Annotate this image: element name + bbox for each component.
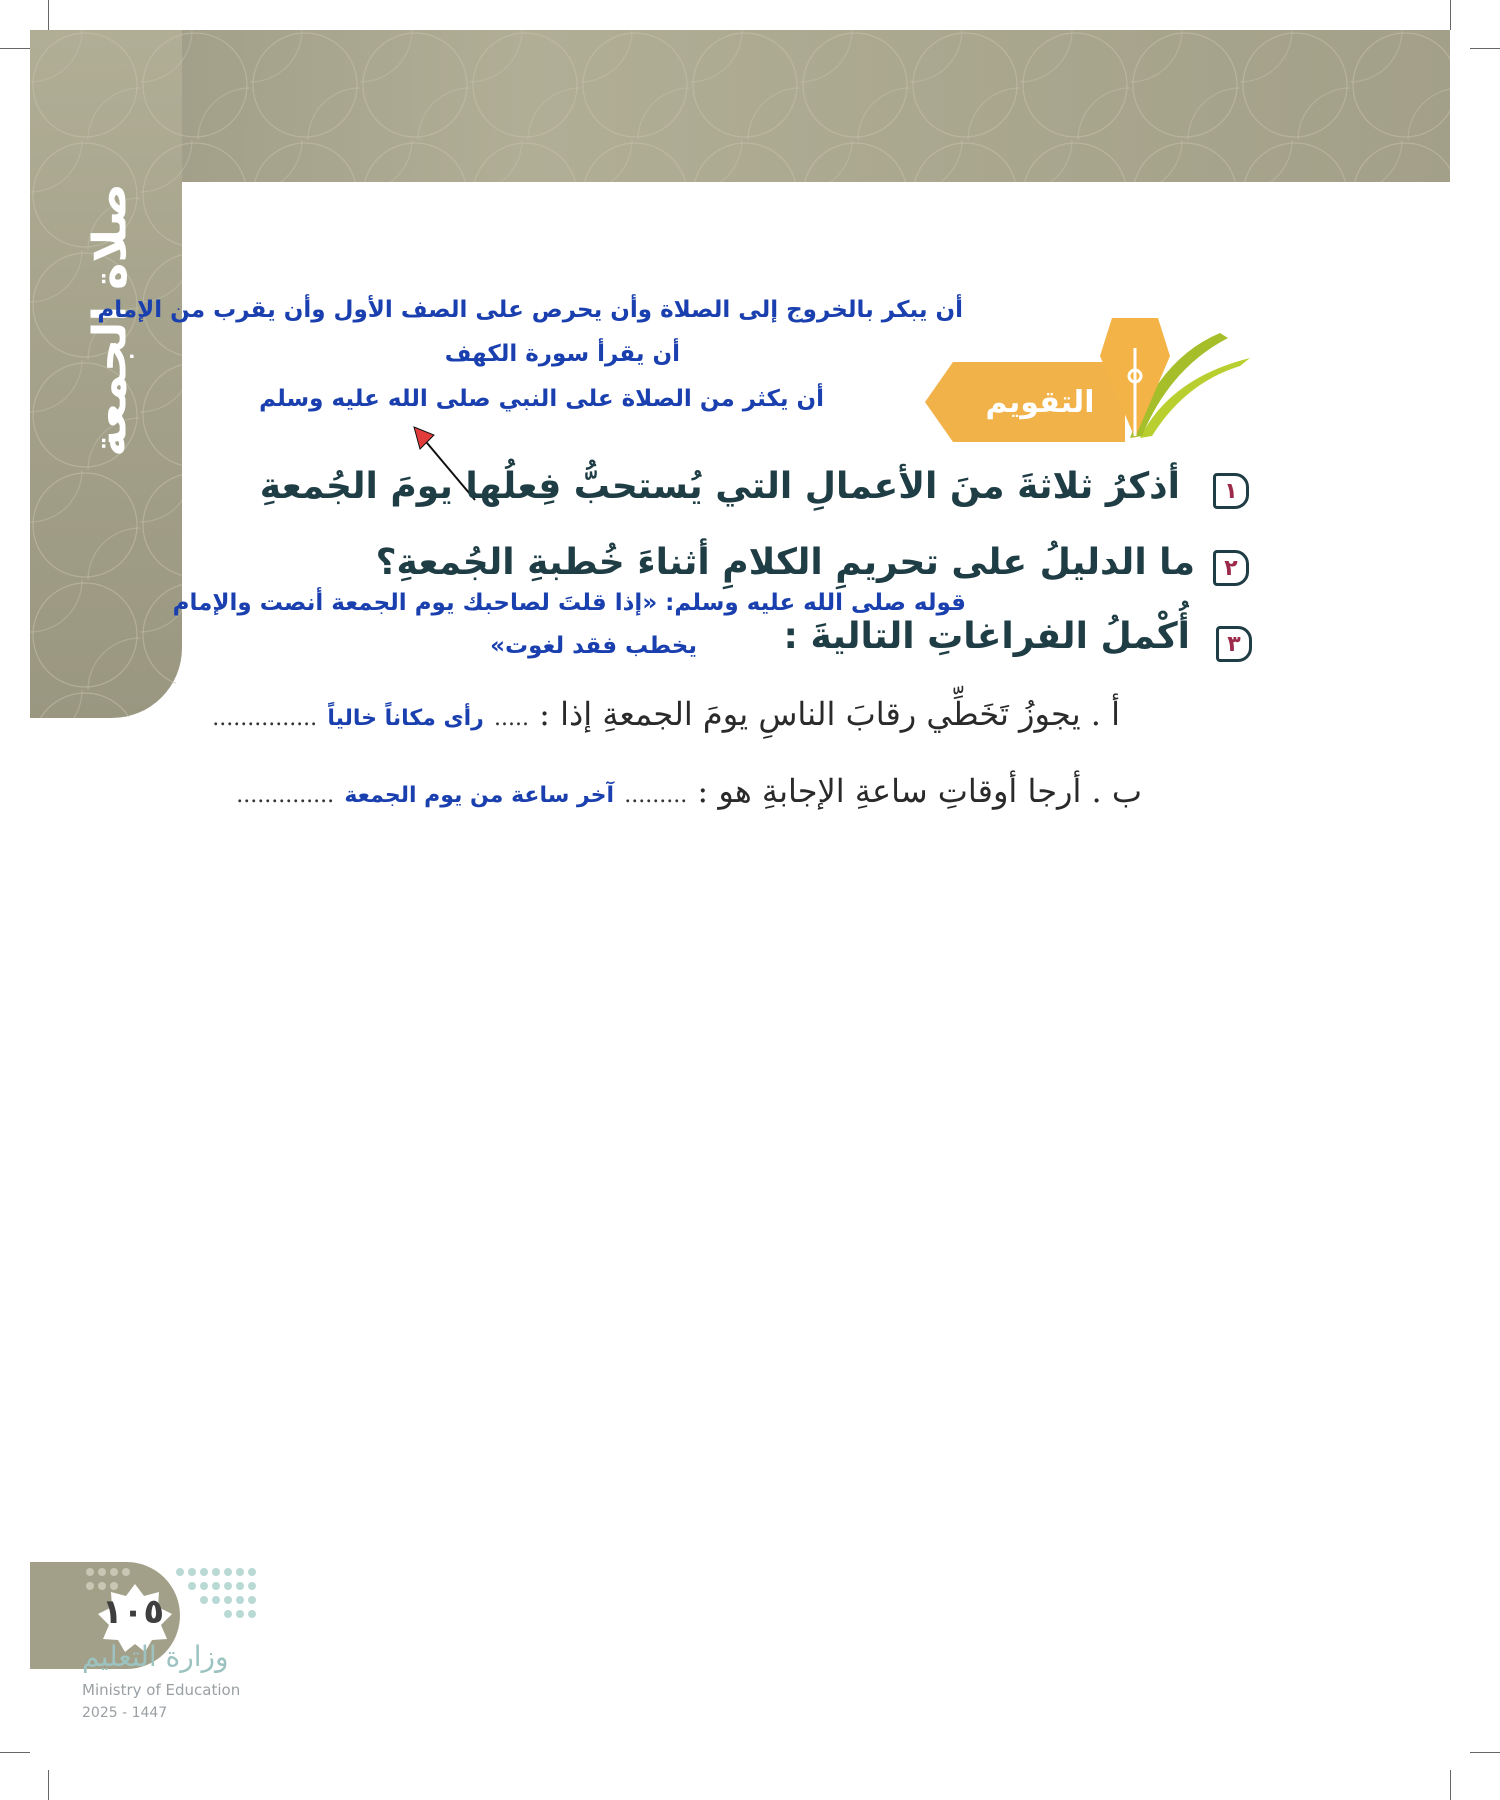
fill-item-b — [236, 772, 1142, 810]
ministry-name-ar: وزارة التعليم — [82, 1640, 229, 1673]
fill-item-b-trail-dots: .............. — [236, 783, 335, 808]
crop-mark — [1450, 0, 1451, 30]
fill-item-a-trail-dots: ............... — [212, 706, 318, 731]
ministry-name-en: Ministry of Education — [82, 1681, 241, 1699]
question-3: أُكْملُ الفراغاتِ التاليةَ : — [783, 616, 1190, 657]
side-title-text: صلاة الجمعة — [83, 183, 138, 457]
crop-mark — [1450, 1770, 1451, 1800]
crop-mark — [0, 48, 30, 49]
ministry-year: 2025 - 1447 — [82, 1705, 168, 1721]
fill-item-a-lead-dots: ..... — [494, 706, 529, 731]
question-number-1: ١ — [1213, 473, 1249, 509]
fill-item-b-lead-dots: ......... — [624, 783, 688, 808]
fill-item-b-prefix: ب . أرجا أوقاتِ ساعةِ الإجابةِ هو : — [697, 772, 1142, 810]
fill-item-b-answer: آخر ساعة من يوم الجمعة — [344, 783, 615, 808]
question-number-3: ٣ — [1216, 626, 1252, 662]
crop-mark — [1470, 48, 1500, 49]
question-2: ما الدليلُ على تحريمِ الكلامِ أثناءَ خُطبةِ الجُمعةِ؟ — [375, 542, 1195, 583]
crop-mark — [48, 1770, 49, 1800]
answer-q2-line1: قوله صلى الله عليه وسلم: «إذا قلتَ لصاحبك يوم الجمعة أنصت والإمام — [172, 590, 966, 616]
answer-q2-line2: يخطب فقد لغوت» — [490, 633, 697, 659]
crop-mark — [48, 0, 49, 30]
answer-q1-line2: أن يقرأ سورة الكهف — [444, 341, 680, 367]
answer-q1-line1: أن يبكر بالخروج إلى الصلاة وأن يحرص على الصف الأول وأن يقرب من الإمام — [97, 297, 963, 323]
answer-q1-line3: أن يكثر من الصلاة على النبي صلى الله عليه وسلم — [259, 386, 824, 412]
crop-mark — [0, 1752, 30, 1753]
fill-item-a — [212, 695, 1120, 733]
fill-item-a-answer: رأى مكاناً خالياً — [327, 706, 484, 731]
question-1: أذكرُ ثلاثةَ منَ الأعمالِ التي يُستحبُّ فِعلُها يومَ الجُمعةِ — [259, 466, 1180, 507]
page-number: ١٠٥ — [101, 1592, 165, 1632]
crop-mark — [1470, 1752, 1500, 1753]
fill-item-a-prefix: أ . يجوزُ تَخَطِّي رقابَ الناسِ يومَ الجمعةِ إذا : — [539, 695, 1120, 733]
pen-book-icon — [1100, 318, 1260, 448]
question-number-2: ٢ — [1213, 550, 1249, 586]
section-banner-label: التقويم — [985, 385, 1095, 420]
